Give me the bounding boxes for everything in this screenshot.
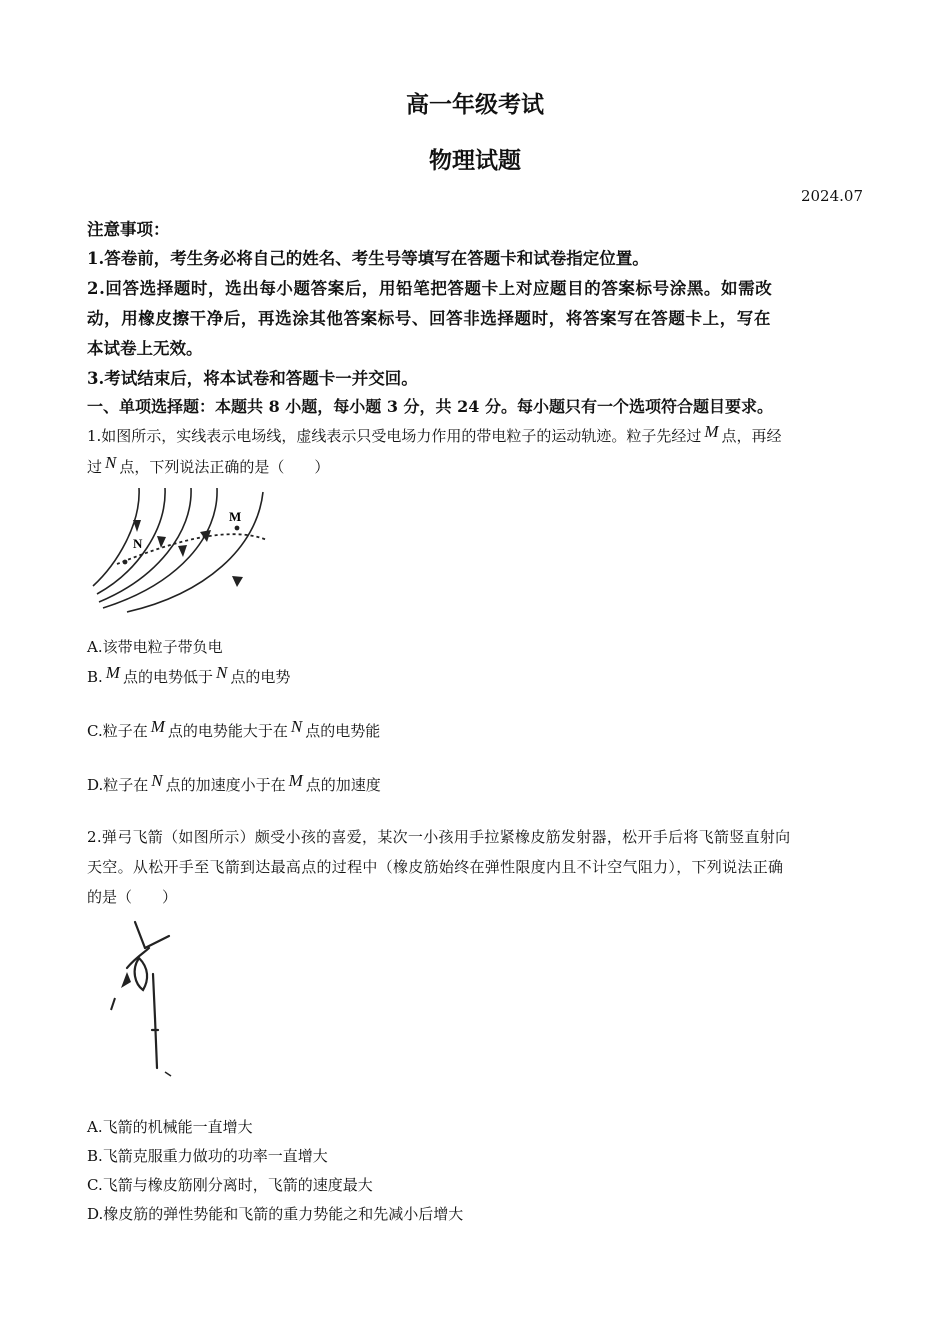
q1-stem-text-3: 过 — [87, 458, 103, 476]
q1-option-b-text-3: 点的电势 — [230, 668, 291, 686]
point-n — [123, 560, 128, 565]
q1-option-d — [87, 771, 381, 795]
notice-heading: 注意事项： — [87, 220, 170, 239]
page-subtitle: 物理试题 — [429, 147, 521, 174]
notice-item-2-line-2: 动，用橡皮擦干净后，再选涂其他答案标号、回答非选择题时，将答案写在答题卡上，写在 — [87, 309, 771, 328]
slingshot-arm-left — [135, 922, 145, 948]
q2-slingshot-figure — [105, 918, 185, 1080]
q1-var-n: N — [105, 453, 117, 472]
q1-option-d-var-n: N — [151, 771, 163, 790]
q1-var-m: M — [704, 422, 719, 441]
q1-option-b — [87, 663, 291, 687]
exam-date: 2024.07 — [800, 187, 863, 205]
q1-option-c-text-3: 点的电势能 — [305, 722, 381, 740]
q1-option-d-text-3: 点的加速度 — [305, 776, 381, 794]
hand-stroke — [111, 998, 115, 1010]
q1-option-b-var-m: M — [105, 663, 120, 682]
q1-option-d-text-2: 点的加速度小于在 — [165, 776, 286, 794]
q1-stem-text-1: 1.如图所示，实线表示电场线，虚线表示只受电场力作用的带电粒子的运动轨迹。粒子先经过 — [87, 427, 702, 445]
field-line-4 — [103, 488, 217, 608]
section-1-heading: 一、单项选择题：本题共 8 小题，每小题 3 分，共 24 分。每小题只有一个选项符合题目要求。 — [87, 397, 773, 416]
q1-option-b-text-2: 点的电势低于 — [122, 668, 213, 686]
notice-item-2-line-3: 本试卷上无效。 — [87, 339, 203, 358]
q1-option-b-text-1: B. — [87, 668, 103, 686]
q1-option-c-text-2: 点的电势能大于在 — [167, 722, 288, 740]
field-arrows — [133, 520, 243, 587]
q1-field-figure — [87, 484, 287, 618]
q1-option-c-var-n: N — [290, 717, 303, 736]
q1-option-c-text-1: C.粒子在 — [87, 722, 148, 740]
q1-option-c-var-m: M — [150, 717, 165, 736]
slingshot-grip — [135, 958, 147, 990]
arrow-tail — [165, 1072, 171, 1076]
notice-item-1: 1.答卷前，考生务必将自己的姓名、考生号等填写在答题卡和试卷指定位置。 — [87, 249, 649, 268]
q2-option-a: A.飞箭的机械能一直增大 — [87, 1118, 253, 1136]
q1-stem-line-2 — [87, 453, 330, 477]
q2-option-d: D.橡皮筋的弹性势能和飞箭的重力势能之和先减小后增大 — [87, 1205, 464, 1223]
field-line-2 — [97, 488, 165, 594]
hand-mark — [121, 972, 131, 988]
page-title: 高一年级考试 — [406, 91, 544, 118]
q1-option-d-var-m: M — [288, 771, 303, 790]
notice-item-3: 3.考试结束后，将本试卷和答题卡一并交回。 — [87, 369, 418, 388]
q2-option-c: C.飞箭与橡皮筋刚分离时，飞箭的速度最大 — [87, 1176, 373, 1194]
arrow-shaft-upper — [153, 974, 155, 1018]
q1-option-d-text-1: D.粒子在 — [87, 776, 149, 794]
q1-option-a: A.该带电粒子带负电 — [87, 638, 223, 656]
q1-option-b-var-n: N — [215, 663, 228, 682]
q1-stem-text-2: 点，再经 — [721, 427, 782, 445]
q1-option-c — [87, 717, 381, 741]
q1-stem-text-4: 点，下列说法正确的是（ ） — [119, 458, 330, 476]
point-m — [235, 526, 240, 531]
q2-stem-line-1: 2.弹弓飞箭（如图所示）颇受小孩的喜爱，某次一小孩用手拉紧橡皮筋发射器，松开手后将飞箭竖直射向 — [87, 828, 791, 846]
q2-option-b: B.飞箭克服重力做功的功率一直增大 — [87, 1147, 328, 1165]
q2-stem-line-2: 天空。从松开手至飞箭到达最高点的过程中（橡皮筋始终在弹性限度内且不计空气阻力），下列说法正确 — [87, 858, 784, 876]
q2-stem-line-3: 的是（ ） — [87, 888, 178, 906]
label-n: N — [133, 536, 143, 551]
notice-item-2-line-1: 2.回答选择题时，选出每小题答案后，用铅笔把答题卡上对应题目的答案标号涂黑。如需改 — [87, 279, 773, 298]
arrow-shaft-lower — [155, 1018, 157, 1068]
slingshot-arm-right — [145, 936, 169, 948]
q1-stem-line-1 — [87, 422, 782, 446]
label-m: M — [229, 509, 242, 524]
